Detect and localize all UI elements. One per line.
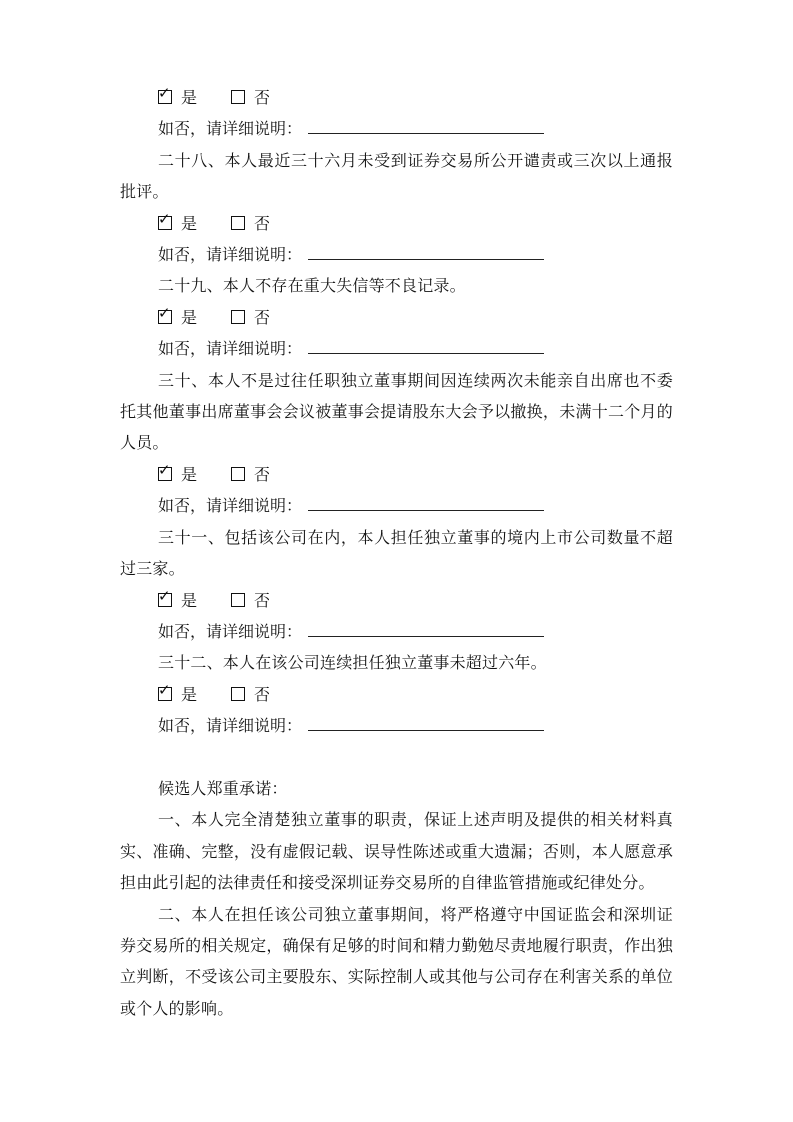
answer-row-leading — [120, 83, 673, 114]
yes-checkbox-checked[interactable] — [158, 586, 172, 607]
explain-row-leading — [120, 114, 673, 145]
explain-prompt: 如否，请详细说明： — [158, 247, 303, 265]
yes-label: 是 — [181, 686, 198, 704]
explain-prompt: 如否，请详细说明： — [158, 121, 303, 139]
question-item-30: 三十、本人不是过往任职独立董事期间因连续两次未能亲自出席也不委托其他董事出席董事会会议被董事会提请股东大会予以撤换，未满十二个月的人员。 — [120, 372, 673, 453]
yes-checkbox-checked[interactable] — [158, 209, 172, 230]
explain-blank-line[interactable] — [308, 246, 544, 260]
answer-row-31 — [120, 586, 673, 617]
yes-checkbox-checked[interactable] — [158, 84, 172, 104]
yes-label: 是 — [181, 90, 198, 107]
explain-blank-line[interactable] — [308, 717, 544, 731]
commitment-paragraph-1: 一、本人完全清楚独立董事的职责，保证上述声明及提供的相关材料真实、准确、完整，没有虚假记载、误导性陈述或重大遗漏；否则，本人愿意承担由此引起的法律责任和接受深圳证券交易所的自律监管措施或纪律处分。 — [120, 812, 673, 893]
explain-prompt: 如否，请详细说明： — [158, 341, 303, 359]
no-checkbox[interactable] — [231, 467, 245, 481]
check-icon: ✓ — [158, 84, 171, 102]
explain-prompt: 如否，请详细说明： — [158, 623, 303, 641]
yes-checkbox-checked[interactable] — [158, 460, 172, 481]
answer-row-32 — [120, 680, 673, 711]
explain-blank-line[interactable] — [308, 120, 544, 134]
commitment-paragraph-2: 二、本人在担任该公司独立董事期间，将严格遵守中国证监会和深圳证券交易所的相关规定，确保有足够的时间和精力勤勉尽责地履行职责，作出独立判断，不受该公司主要股东、实际控制人或其他与公司存在利害关系的单位或个人的影响。 — [120, 906, 673, 1018]
question-item-28: 二十八、本人最近三十六月未受到证券交易所公开谴责或三次以上通报批评。 — [120, 152, 673, 202]
yes-label: 是 — [181, 309, 198, 327]
explain-row-29 — [120, 334, 673, 365]
no-checkbox[interactable] — [231, 310, 245, 324]
check-icon: ✓ — [158, 680, 171, 699]
explain-row-30 — [120, 491, 673, 522]
explain-prompt: 如否，请详细说明： — [158, 718, 303, 736]
no-label: 否 — [254, 466, 271, 484]
answer-row-30 — [120, 460, 673, 491]
no-label: 否 — [254, 90, 271, 107]
no-checkbox[interactable] — [231, 593, 245, 607]
no-label: 否 — [254, 215, 271, 233]
explain-blank-line[interactable] — [308, 623, 544, 637]
check-icon: ✓ — [158, 460, 171, 479]
no-label: 否 — [254, 686, 271, 704]
explain-row-28 — [120, 240, 673, 271]
yes-label: 是 — [181, 592, 198, 610]
yes-checkbox-checked[interactable] — [158, 680, 172, 701]
answer-row-28 — [120, 209, 673, 240]
check-icon: ✓ — [158, 586, 171, 605]
explain-row-31 — [120, 617, 673, 648]
explain-blank-line[interactable] — [308, 497, 544, 511]
no-checkbox[interactable] — [231, 216, 245, 230]
no-label: 否 — [254, 592, 271, 610]
check-icon: ✓ — [158, 303, 171, 322]
no-checkbox[interactable] — [231, 90, 245, 104]
yes-checkbox-checked[interactable] — [158, 303, 172, 324]
question-item-32: 三十二、本人在该公司连续担任独立董事未超过六年。 — [158, 655, 547, 673]
check-icon: ✓ — [158, 209, 171, 228]
no-label: 否 — [254, 309, 271, 327]
answer-row-29 — [120, 303, 673, 334]
question-item-31: 三十一、包括该公司在内，本人担任独立董事的境内上市公司数量不超过三家。 — [120, 529, 673, 579]
question-item-29: 二十九、本人不存在重大失信等不良记录。 — [158, 278, 466, 296]
yes-label: 是 — [181, 466, 198, 484]
commitment-heading: 候选人郑重承诺： — [158, 780, 288, 798]
explain-prompt: 如否，请详细说明： — [158, 498, 303, 516]
explain-blank-line[interactable] — [308, 340, 544, 354]
yes-label: 是 — [181, 215, 198, 233]
no-checkbox[interactable] — [231, 687, 245, 701]
explain-row-32 — [120, 711, 673, 742]
